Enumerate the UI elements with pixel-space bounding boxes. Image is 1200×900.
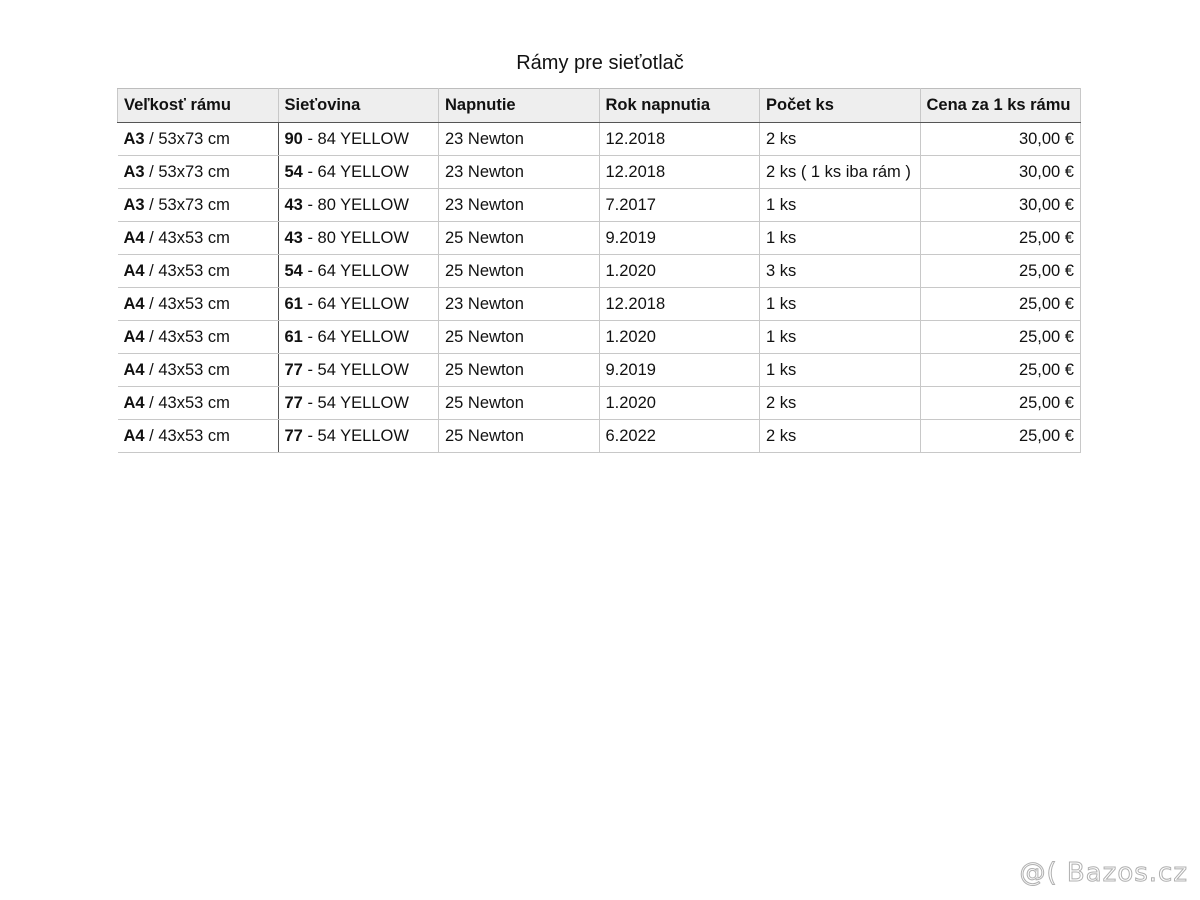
mesh-count: 61 <box>284 294 303 313</box>
cell-frame-size <box>118 420 279 453</box>
frame-dimensions: / 43x53 cm <box>144 426 230 445</box>
frame-format: A4 <box>123 228 145 247</box>
frame-format: A3 <box>123 195 145 214</box>
table-row <box>118 156 1081 189</box>
frame-dimensions: / 53x73 cm <box>144 195 230 214</box>
frame-format: A4 <box>123 360 145 379</box>
cell-tension-year: 9.2019 <box>599 222 760 255</box>
cell-tension: 25 Newton <box>439 420 600 453</box>
table-row <box>118 189 1081 222</box>
table-row <box>118 354 1081 387</box>
cell-count: 1 ks <box>760 189 921 222</box>
mesh-spec: - 80 YELLOW <box>302 195 409 214</box>
table-row <box>118 255 1081 288</box>
header-count: Počet ks <box>760 89 921 123</box>
mesh-spec: - 54 YELLOW <box>302 360 409 379</box>
mesh-count: 54 <box>284 162 303 181</box>
cell-tension-year: 12.2018 <box>599 123 760 156</box>
cell-tension: 25 Newton <box>439 321 600 354</box>
cell-count: 2 ks <box>760 420 921 453</box>
cell-tension: 23 Newton <box>439 189 600 222</box>
cell-frame-size <box>118 255 279 288</box>
cell-frame-size <box>118 123 279 156</box>
mesh-count: 43 <box>284 195 303 214</box>
cell-price: 25,00 € <box>920 321 1081 354</box>
cell-count: 1 ks <box>760 222 921 255</box>
frame-format: A4 <box>123 426 145 445</box>
mesh-count: 77 <box>284 360 303 379</box>
header-tension-year: Rok napnutia <box>599 89 760 123</box>
cell-tension-year: 1.2020 <box>599 255 760 288</box>
cell-count: 1 ks <box>760 354 921 387</box>
mesh-spec: - 54 YELLOW <box>302 393 409 412</box>
cell-mesh <box>278 255 439 288</box>
mesh-count: 54 <box>284 261 303 280</box>
cell-frame-size <box>118 288 279 321</box>
cell-tension-year: 9.2019 <box>599 354 760 387</box>
cell-tension-year: 6.2022 <box>599 420 760 453</box>
frames-table <box>117 88 1081 453</box>
header-tension: Napnutie <box>439 89 600 123</box>
frame-dimensions: / 43x53 cm <box>144 261 230 280</box>
cell-mesh <box>278 222 439 255</box>
mesh-count: 43 <box>284 228 303 247</box>
cell-frame-size <box>118 354 279 387</box>
cell-frame-size <box>118 156 279 189</box>
cell-tension-year: 1.2020 <box>599 321 760 354</box>
mesh-spec: - 64 YELLOW <box>302 162 409 181</box>
frame-dimensions: / 43x53 cm <box>144 294 230 313</box>
cell-price: 25,00 € <box>920 222 1081 255</box>
cell-tension-year: 1.2020 <box>599 387 760 420</box>
cell-tension: 23 Newton <box>439 288 600 321</box>
cell-price: 25,00 € <box>920 255 1081 288</box>
cell-tension: 25 Newton <box>439 354 600 387</box>
cell-mesh <box>278 156 439 189</box>
frame-dimensions: / 43x53 cm <box>144 393 230 412</box>
header-frame-size: Veľkosť rámu <box>118 89 279 123</box>
cell-frame-size <box>118 189 279 222</box>
mesh-count: 77 <box>284 426 303 445</box>
table-row <box>118 222 1081 255</box>
table-header-row <box>118 89 1081 123</box>
mesh-spec: - 64 YELLOW <box>302 294 409 313</box>
cell-frame-size <box>118 222 279 255</box>
cell-count: 2 ks ( 1 ks iba rám ) <box>760 156 921 189</box>
frame-dimensions: / 43x53 cm <box>144 327 230 346</box>
mesh-spec: - 54 YELLOW <box>302 426 409 445</box>
cell-tension-year: 12.2018 <box>599 156 760 189</box>
mesh-count: 77 <box>284 393 303 412</box>
mesh-spec: - 80 YELLOW <box>302 228 409 247</box>
frame-format: A4 <box>123 393 145 412</box>
cell-tension: 23 Newton <box>439 123 600 156</box>
mesh-count: 61 <box>284 327 303 346</box>
cell-frame-size <box>118 387 279 420</box>
cell-tension: 23 Newton <box>439 156 600 189</box>
cell-count: 2 ks <box>760 123 921 156</box>
cell-mesh <box>278 321 439 354</box>
table-row <box>118 420 1081 453</box>
cell-mesh <box>278 420 439 453</box>
cell-price: 30,00 € <box>920 123 1081 156</box>
table-row <box>118 288 1081 321</box>
cell-mesh <box>278 387 439 420</box>
cell-price: 25,00 € <box>920 288 1081 321</box>
cell-mesh <box>278 189 439 222</box>
cell-frame-size <box>118 321 279 354</box>
page-title: Rámy pre sieťotlač <box>516 52 684 74</box>
mesh-count: 90 <box>284 129 303 148</box>
cell-mesh <box>278 288 439 321</box>
cell-tension-year: 7.2017 <box>599 189 760 222</box>
cell-tension: 25 Newton <box>439 387 600 420</box>
cell-tension: 25 Newton <box>439 222 600 255</box>
frame-format: A3 <box>123 129 145 148</box>
cell-count: 1 ks <box>760 321 921 354</box>
cell-price: 25,00 € <box>920 354 1081 387</box>
cell-count: 1 ks <box>760 288 921 321</box>
cell-price: 30,00 € <box>920 156 1081 189</box>
mesh-spec: - 64 YELLOW <box>302 261 409 280</box>
table-row <box>118 321 1081 354</box>
cell-price: 30,00 € <box>920 189 1081 222</box>
header-price: Cena za 1 ks rámu <box>920 89 1081 123</box>
cell-count: 2 ks <box>760 387 921 420</box>
frame-format: A3 <box>123 162 145 181</box>
frame-format: A4 <box>123 261 145 280</box>
table-row <box>118 123 1081 156</box>
cell-mesh <box>278 123 439 156</box>
frame-format: A4 <box>123 294 145 313</box>
frame-dimensions: / 53x73 cm <box>144 129 230 148</box>
mesh-spec: - 84 YELLOW <box>302 129 409 148</box>
cell-tension: 25 Newton <box>439 255 600 288</box>
cell-tension-year: 12.2018 <box>599 288 760 321</box>
table-row <box>118 387 1081 420</box>
mesh-spec: - 64 YELLOW <box>302 327 409 346</box>
bazos-watermark-logo: @( Bazos.cz <box>1019 858 1188 888</box>
frame-dimensions: / 43x53 cm <box>144 228 230 247</box>
cell-count: 3 ks <box>760 255 921 288</box>
header-mesh: Sieťovina <box>278 89 439 123</box>
frame-dimensions: / 43x53 cm <box>144 360 230 379</box>
cell-price: 25,00 € <box>920 387 1081 420</box>
frame-format: A4 <box>123 327 145 346</box>
cell-price: 25,00 € <box>920 420 1081 453</box>
cell-mesh <box>278 354 439 387</box>
frame-dimensions: / 53x73 cm <box>144 162 230 181</box>
